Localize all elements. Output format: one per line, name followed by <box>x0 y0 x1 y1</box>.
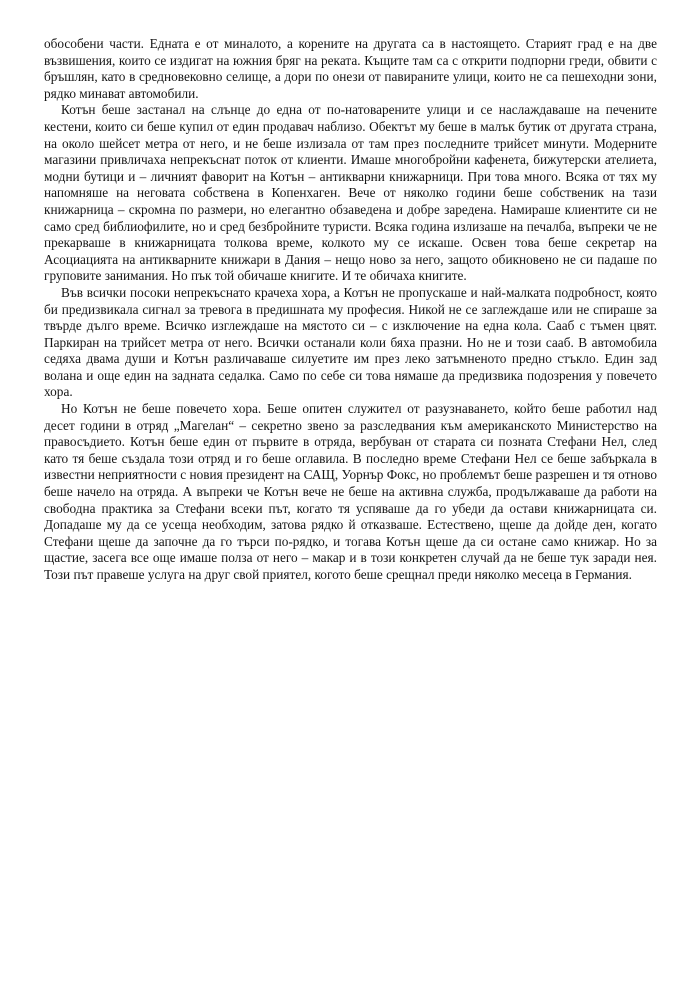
paragraph-4: Но Котън не беше повечето хора. Беше опитен служител от разузнаването, който беше работил над десет години в отряд „Магелан“ – секретно звено за разследвания към американското Министерство на правосъдието. Котън беше един от първите в отряда, вербуван от старата си позната Стефани Нел, след като тя беше създала този отряд и го беше оглавила. В последно време Стефани Нел се беше забъркала в известни неприятности с новия президент на САЩ, Уорнър Фокс, но проблемът беше разрешен и тя отново беше начело на отряда. А въпреки че Котън вече не беше на активна служба, продължаваше да работи на свободна практика за Стефани всеки път, когато тя успяваше да го убеди да остави книжарницата си. Допадаше му да се усеща необходим, затова рядко й отказваше. Естествено, щеше да дойде ден, когато Стефани щеше да започне да го търси по-рядко, и тогава Котън щеше да си остане само книжар. Но за щастие, засега все още имаше полза от него – макар и в този конкретен случай да не беше тук заради нея. Този път правеше услуга на друг свой приятел, когото беше срещнал преди няколко месеца в Германия. <box>44 401 657 582</box>
document-body <box>44 36 657 584</box>
paragraph-1: обособени части. Едната е от миналото, а корените на другата са в настоящето. Старият град е на две възвишения, които се издигат на южния бряг на реката. Къщите там са с открити подпорни греди, обвити с бръшлян, като в средновековно селище, а дори по онези от павираните улици, които не са пешеходни зони, рядко минават автомобили. <box>44 36 657 101</box>
paragraph-2: Котън беше застанал на слънце до една от по-натоварените улици и се наслаждаваше на печените кестени, които си беше купил от един продавач наблизо. Обектът му беше в малък бутик от другата страна, на около шейсет метра от него, и не беше излизала от там през последните трийсет минути. Модерните магазини привличаха непрекъснат поток от клиенти. Имаше многобройни кафенета, бижутерски ателиета, модни бутици и – личният фаворит на Котън – антикварни книжарници. При това много. Всяка от тях му напомняше на неговата собствена в Копенхаген. Вече от няколко години беше собственик на тази книжарница – скромна по размери, но елегантно обзаведена и добре заредена. Намираше клиентите си не само сред библиофилите, но и сред безбройните туристи. Всяка година излизаше на печалба, въпреки че не прекарваше в книжарницата толкова време, колкото му се искаше. Освен това беше секретар на Асоциацията на антикварните книжари в Дания – нещо ново за него, защото обикновено не си падаше по груповите занимания. Но пък той обичаше книгите. И те обичаха книгите. <box>44 102 657 284</box>
paragraph-3: Във всички посоки непрекъснато крачеха хора, а Котън не пропускаше и най-малката подробност, която би предизвикала сигнал за тревога в предишната му професия. Никой не се заглеждаше или не спираше за твърде дълго време. Всичко изглеждаше на мястото си – с изключение на една кола. Сааб с тъмен цвят. Паркиран на трийсет метра от него. Всички останали коли бяха празни. Но не и този сааб. В автомобила седяха двама души и Котън различаваше силуетите им през леко затъмненото предно стъкло. Един зад волана и още един на задната седалка. Само по себе си това нямаше да предизвика подозрения у повечето хора. <box>44 284 657 400</box>
